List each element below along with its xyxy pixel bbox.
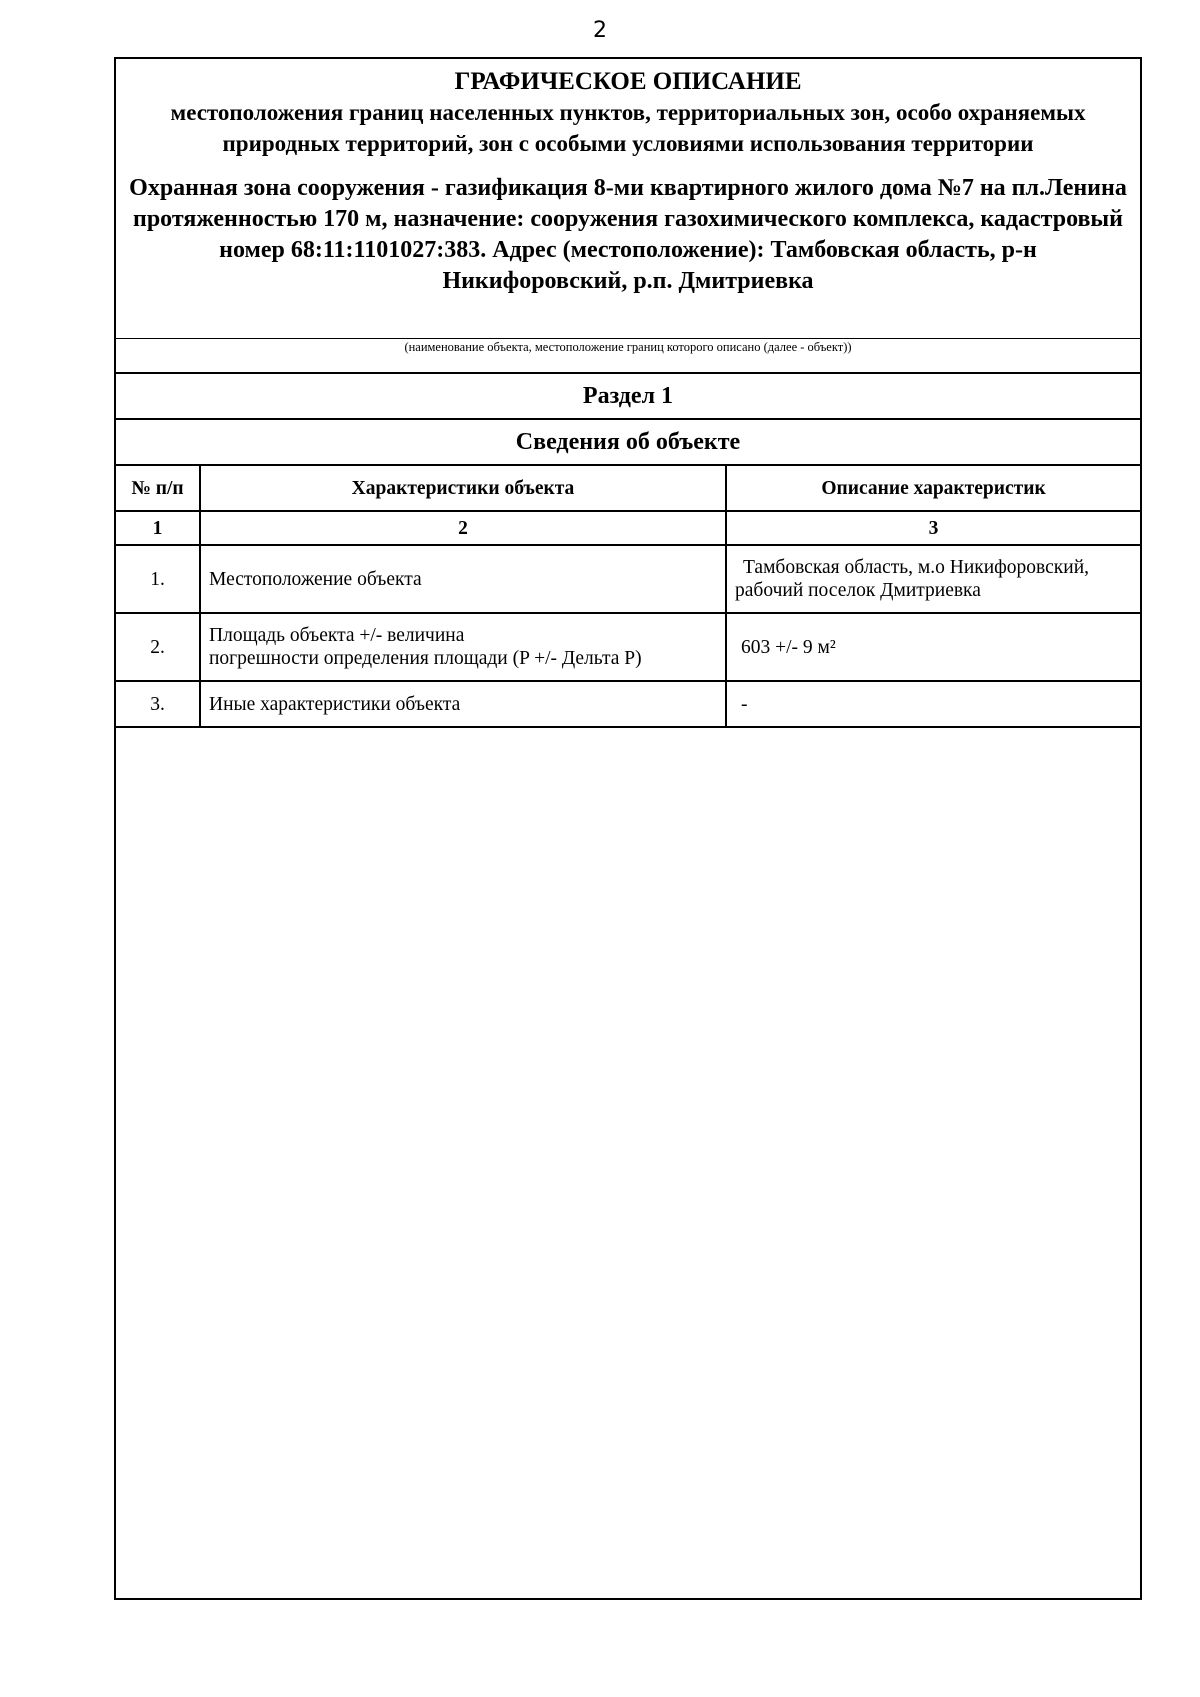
- row-characteristic: Местоположение объекта: [200, 545, 726, 613]
- table-row: [116, 681, 1140, 727]
- document-subtitle: местоположения границ населенных пунктов, территориальных зон, особо охраняемых природных территорий, зон с особыми условиями использования территории: [170, 100, 1086, 156]
- page-number: 2: [593, 18, 607, 43]
- document-header: [116, 59, 1140, 338]
- column-number: 3: [726, 511, 1140, 545]
- column-header: Характеристики объекта: [200, 465, 726, 511]
- row-characteristic: Иные характеристики объекта: [200, 681, 726, 727]
- table-header-row: [116, 465, 1140, 511]
- row-characteristic: [200, 613, 726, 681]
- document-title: ГРАФИЧЕСКОЕ ОПИСАНИЕ: [454, 68, 802, 95]
- document-frame: [114, 57, 1142, 1600]
- row-description: 603 +/- 9 м²: [726, 613, 1140, 681]
- section-subtitle: Сведения об объекте: [116, 418, 1140, 464]
- row-characteristic-line: Площадь объекта +/- величина: [209, 625, 465, 646]
- column-number: 2: [200, 511, 726, 545]
- column-number: 1: [116, 511, 200, 545]
- row-number: 2.: [116, 613, 200, 681]
- row-description: -: [726, 681, 1140, 727]
- column-header: № п/п: [116, 465, 200, 511]
- object-caption: (наименование объекта, местоположение границ которого описано (далее - объект)): [116, 338, 1140, 372]
- table-row: [116, 613, 1140, 681]
- table-row: [116, 545, 1140, 613]
- object-name: Охранная зона сооружения - газификация 8-ми квартирного жилого дома №7 на пл.Ленина протяженностью 170 м, назначение: сооружения газохимического комплекса, кадастровый номер 68:11:1101027:383. Адрес (местоположение): Тамбовская область, р-н Никифоровский, р.п. Дмитриевка: [129, 175, 1127, 294]
- row-number: 1.: [116, 545, 200, 613]
- section-title: Раздел 1: [116, 372, 1140, 418]
- row-description-line: Тамбовская область, м.о Никифоровский,: [743, 557, 1090, 578]
- row-description: [726, 545, 1140, 613]
- object-info-table: [116, 464, 1140, 728]
- column-header: Описание характеристик: [726, 465, 1140, 511]
- row-description-line: рабочий поселок Дмитриевка: [735, 580, 981, 601]
- table-column-numbers-row: [116, 511, 1140, 545]
- row-characteristic-line: погрешности определения площади (P +/- Дельта P): [209, 648, 642, 669]
- row-number: 3.: [116, 681, 200, 727]
